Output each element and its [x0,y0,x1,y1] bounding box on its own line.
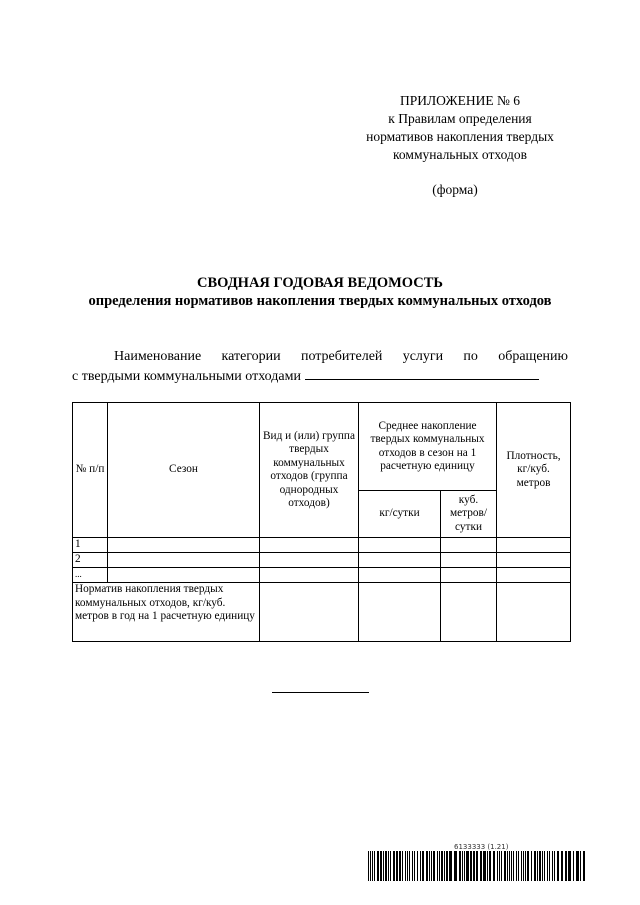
title-sub: определения нормативов накопления твердых коммунальных отходов [88,293,552,309]
table-row [73,538,571,553]
norm-label: Норматив накопления твердых коммунальных отходов, кг/куб. метров в год на 1 расчетную единицу [73,583,260,642]
barcode-number: 6133333 (1.21) [454,843,509,851]
row-number: 1 [73,538,108,553]
cell-m3-per-day[interactable] [441,568,497,583]
cell-waste-type[interactable] [260,568,359,583]
appendix-line-3: нормативов накопления твердых [366,129,554,144]
cell-norm-density[interactable] [497,583,571,642]
category-label-line-1: Наименование категории потребителей услуги по обращению [114,349,568,364]
cell-kg-per-day[interactable] [359,568,441,583]
appendix-header [340,92,580,164]
category-blank-line[interactable] [305,366,539,380]
cell-waste-type[interactable] [260,553,359,568]
title-main: СВОДНАЯ ГОДОВАЯ ВЕДОМОСТЬ [197,275,443,291]
row-number: 2 [73,553,108,568]
signature-line [272,692,369,693]
cell-density[interactable] [497,538,571,553]
document-title [40,274,600,310]
cell-norm-kg[interactable] [359,583,441,642]
cell-norm-waste-type[interactable] [260,583,359,642]
appendix-number: ПРИЛОЖЕНИЕ № 6 [399,93,521,108]
cell-m3-per-day[interactable] [441,538,497,553]
cell-norm-m3[interactable] [441,583,497,642]
cell-kg-per-day[interactable] [359,553,441,568]
table-header-row [73,403,571,491]
appendix-line-2: к Правилам определения [388,111,532,126]
header-average-accumulation: Среднее накопление твердых коммунальных отходов в сезон на 1 расчетную единицу [359,403,497,491]
header-density: Плотность, кг/куб. метров [497,403,571,538]
header-waste-type: Вид и (или) группа твердых коммунальных отходов (группа однородных отходов) [260,403,359,538]
cell-waste-type[interactable] [260,538,359,553]
form-label: (форма) [432,182,478,197]
cell-season[interactable] [108,568,260,583]
cell-kg-per-day[interactable] [359,538,441,553]
table-row [73,553,571,568]
cell-season[interactable] [108,538,260,553]
cell-season[interactable] [108,553,260,568]
row-number: ... [73,568,108,583]
consumer-category-field [72,347,568,386]
barcode [368,851,588,881]
header-season: Сезон [108,403,260,538]
category-label-line-2: с твердыми коммунальными отходами [72,369,301,384]
header-m3-per-day: куб. метров/ сутки [441,491,497,538]
appendix-line-4: коммунальных отходов [393,147,527,162]
table-row [73,568,571,583]
cell-density[interactable] [497,568,571,583]
norm-row [73,583,571,642]
summary-table [72,402,571,642]
cell-density[interactable] [497,553,571,568]
header-number: № п/п [73,403,108,538]
header-kg-per-day: кг/сутки [359,491,441,538]
cell-m3-per-day[interactable] [441,553,497,568]
